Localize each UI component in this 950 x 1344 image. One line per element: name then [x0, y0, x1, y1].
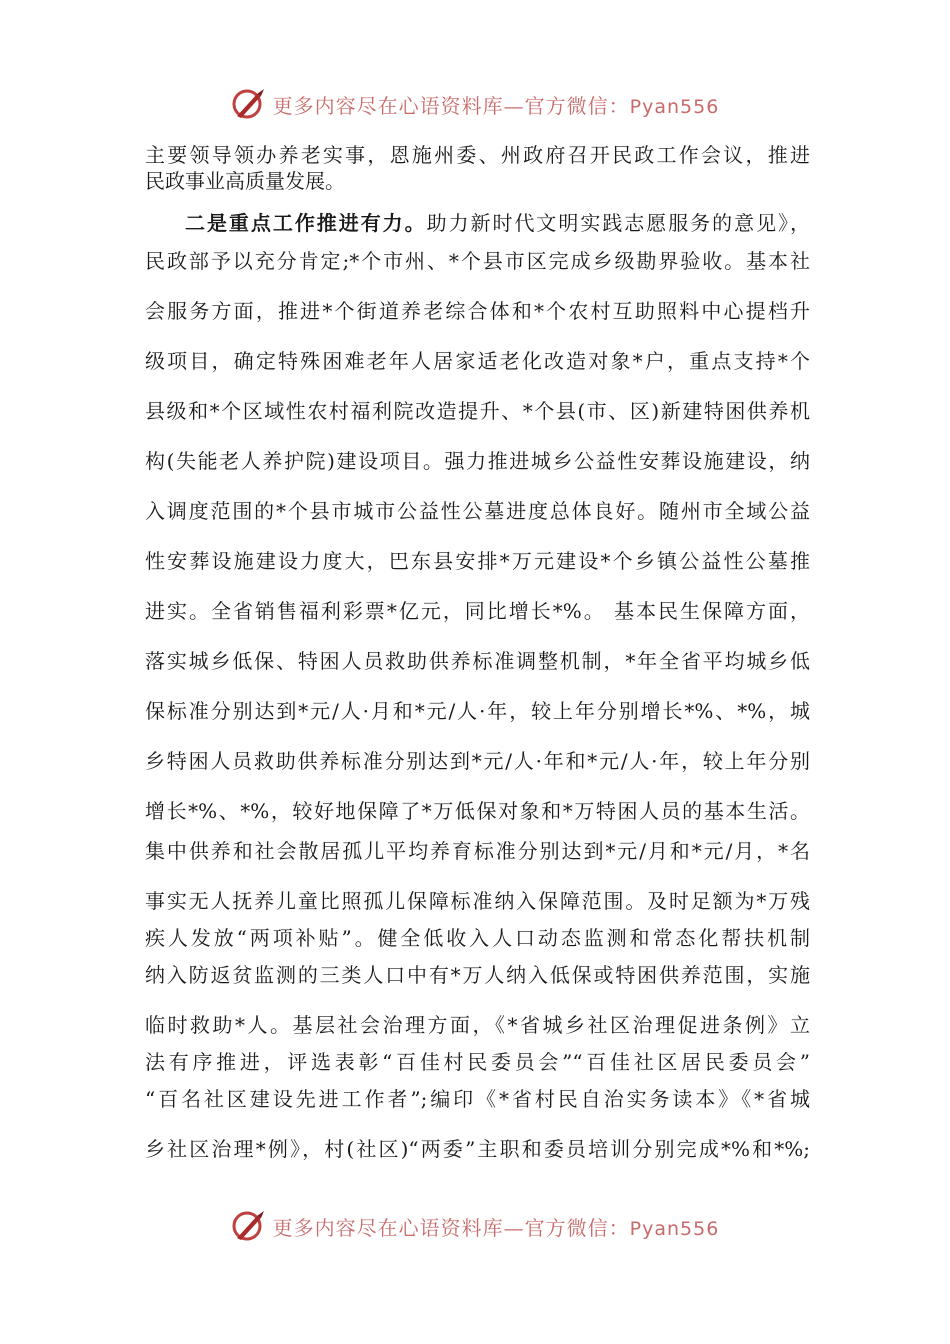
- text-line: 民政部予以充分肯定;*个市州、*个县市区完成乡级勘界验收。基本社: [145, 249, 810, 273]
- text-line: 事实无人抚养儿童比照孤儿保障标准纳入保障范围。及时足额为*万残: [145, 889, 810, 913]
- watermark-footer: [0, 1206, 950, 1246]
- watermark-header: [0, 84, 950, 124]
- text-line: “百名社区建设先进工作者”;编印《*省村民自治实务读本》《*省城: [145, 1087, 810, 1111]
- text-line: 乡特困人员救助供养标准分别达到*元/人·年和*元/人·年，较上年分别: [145, 749, 810, 773]
- text-line: 民政事业高质量发展。: [145, 169, 345, 193]
- text-line: 进实。全省销售福利彩票*亿元，同比增长*%。 基本民生保障方面，: [145, 599, 810, 623]
- text-line: 集中供养和社会散居孤儿平均养育标准分别达到*元/月和*元/月，*名: [145, 839, 810, 863]
- text-line: 落实城乡低保、特困人员救助供养标准调整机制，*年全省平均城乡低: [145, 649, 810, 673]
- text-line: 县级和*个区域性农村福利院改造提升、*个县(市、区)新建特困供养机: [145, 399, 810, 423]
- text-line: 构(失能老人养护院)建设项目。强力推进城乡公益性安葬设施建设，纳: [145, 449, 810, 473]
- text-line: 乡社区治理*例》，村(社区)“两委”主职和委员培训分别完成*%和*%;: [145, 1137, 810, 1161]
- pen-logo-icon: [231, 86, 267, 122]
- text-line: 保标准分别达到*元/人·月和*元/人·年，较上年分别增长*%、*%，城: [145, 699, 810, 723]
- text-line: 会服务方面，推进*个街道养老综合体和*个农村互助照料中心提档升: [145, 299, 810, 323]
- document-body: [145, 143, 810, 1161]
- text-line: 增长*%、*%，较好地保障了*万低保对象和*万特困人员的基本生活。: [145, 799, 810, 823]
- text-line: 疾人发放“两项补贴”。健全低收入人口动态监测和常态化帮扶机制: [145, 926, 810, 950]
- text-line: 法有序推进，评选表彰“百佳村民委员会”“百佳社区居民委员会”: [145, 1050, 810, 1074]
- text-line: 性安葬设施建设力度大，巴东县安排*万元建设*个乡镇公益性公墓推: [145, 549, 810, 573]
- watermark-text: 更多内容尽在心语资料库—官方微信：Pyan556: [272, 1215, 720, 1240]
- section-lead: 二是重点工作推进有力。: [185, 211, 427, 235]
- text-line: 入调度范围的*个县市城市公益性公墓进度总体良好。随州市全域公益: [145, 499, 810, 523]
- text-line: 纳入防返贫监测的三类人口中有*万人纳入低保或特困供养范围，实施: [145, 963, 810, 987]
- text-line: 级项目，确定特殊困难老年人居家适老化改造对象*户，重点支持*个: [145, 349, 810, 373]
- text-line: 临时救助*人。基层社会治理方面，《*省城乡社区治理促进条例》立: [145, 1013, 810, 1037]
- text-line: 主要领导领办养老实事，恩施州委、州政府召开民政工作会议，推进: [145, 143, 810, 167]
- text-line: 二是重点工作推进有力。助力新时代文明实践志愿服务的意见》，: [185, 211, 810, 235]
- pen-logo-icon: [231, 1208, 267, 1244]
- watermark-text: 更多内容尽在心语资料库—官方微信：Pyan556: [272, 93, 720, 118]
